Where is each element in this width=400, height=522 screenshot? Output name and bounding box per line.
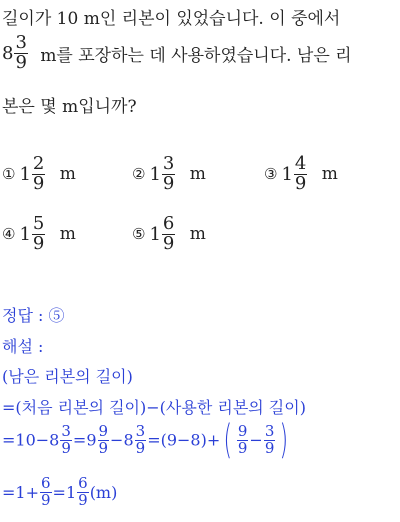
question-line-1: 길이가 10 m인 리본이 있었습니다. 이 중에서 <box>2 9 341 29</box>
explanation-step-4: =1+ $\frac{6}{9}$ =1 $\frac{6}{9}$ (m) <box>2 474 118 509</box>
mixed-whole: 8 <box>2 42 14 64</box>
question-line-3: 본은 몇 m입니까? <box>2 97 137 117</box>
explanation-step-3: =10−8 $\frac{3}{9}$ =9 $\frac{9}{9}$ −8 $\frac{3}{9}$ =(9−8)+( $\frac{9}{9}$ − $\frac{3}{9}$ ) <box>2 417 289 463</box>
explanation-step-1: (남은 리본의 길이) <box>2 367 133 386</box>
choice-5[interactable]: ⑤ 1 $\frac{6}{9}$ m <box>132 213 206 254</box>
choice-2[interactable]: ② 1 $\frac{3}{9}$ m <box>132 153 206 194</box>
fraction: $\frac{3}{9}$ <box>15 32 27 73</box>
answer-label: 정답 : ⑤ <box>2 306 65 325</box>
choice-1[interactable]: ① 1 $\frac{2}{9}$ m <box>2 153 76 194</box>
choice-4[interactable]: ④ 1 $\frac{5}{9}$ m <box>2 213 76 254</box>
question-line-2: 8 $\frac{3}{9}$ m를 포장하는 데 사용하였습니다. 남은 리 <box>2 32 352 73</box>
explanation-label: 해설 : <box>2 337 44 356</box>
explanation-step-2: =(처음 리본의 길이)−(사용한 리본의 길이) <box>2 398 306 417</box>
choice-3[interactable]: ③ 1 $\frac{4}{9}$ m <box>264 153 338 194</box>
